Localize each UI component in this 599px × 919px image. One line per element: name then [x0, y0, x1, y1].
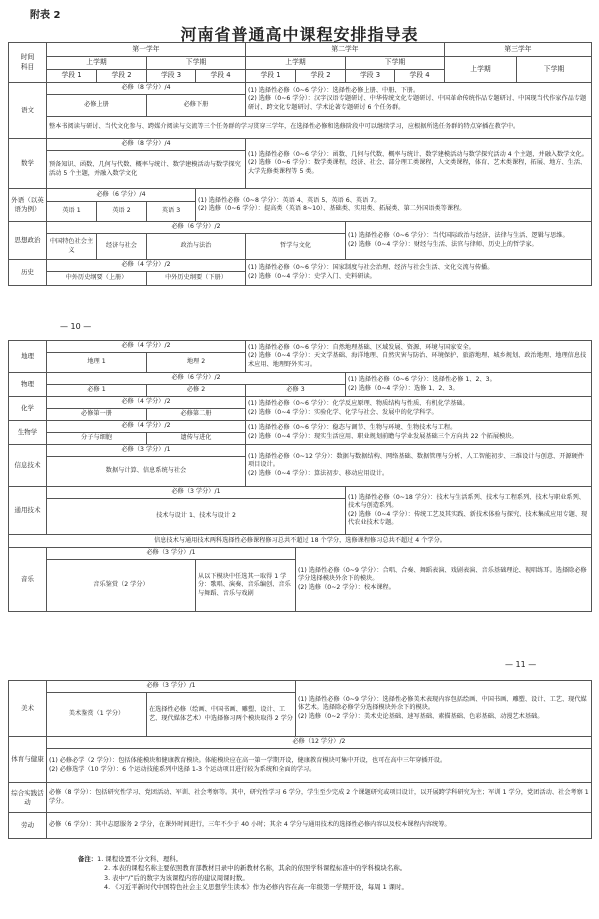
history-m1: 中外历史纲要（上册）: [47, 272, 147, 286]
art-m2: 在选择性必修（绘画、中国书画、雕塑、设计、工艺、现代媒体艺术）中选择修习两个模块取得 2 学分: [147, 693, 296, 737]
y2-up-header: 上学期: [246, 57, 346, 70]
politics-m1: 中国特色社会主义: [47, 234, 97, 260]
notes-label: 备注：: [78, 855, 98, 863]
note-item-3: 3. 表中“/”后的数字为该课程内容的建议周课时数。: [104, 873, 249, 882]
physics-required: 必修（6 学分）/2: [47, 373, 346, 385]
y3-down-header: 下学期: [517, 57, 592, 83]
subject-math: 数学: [9, 139, 47, 189]
time-subject-header: 时间 科目: [9, 43, 47, 83]
politics-elective: (1) 选择性必修（0~6 学分）：当代国际政治与经济、法律与生活、逻辑与思维。 (2) 选修（0~4 学分）：财经与生活、法官与律师、历史上的哲学家。: [346, 222, 592, 260]
english-elective: (1) 选择性必修（0~8 学分）：英语 4、英语 5、英语 6、英语 7。 (2) 选修（0~6 学分）：提高类（英语 8~10）、基础类、实用类、拓展类、第二外国语类等课程。: [196, 189, 592, 222]
english-required: 必修（6 学分）/4: [47, 189, 196, 202]
music-m2: 从以下模块中任选其一取得 1 学分：歌唱、演奏、音乐编创、音乐与舞蹈、音乐与戏剧: [196, 560, 296, 612]
chinese-note: 整本书阅读与研讨、当代文化参与、跨媒介阅读与交流等三个任务群的学习贯穿三学年，在选择性必修和选修阶段中可以继续学习，应根据所选任务群的特点穿插在教学中。: [47, 117, 592, 139]
art-required: 必修（3 学分）/1: [47, 681, 296, 693]
it-m1: 数据与计算、信息系统与社会: [47, 457, 246, 487]
year3-header: 第三学年: [445, 43, 592, 57]
seg4-header: 学段 4: [395, 70, 445, 83]
page-number-11: — 11 —: [505, 660, 537, 669]
biology-elective: (1) 选择性必修（0~6 学分）：稳态与调节、生物与环境、生物技术与工程。 (2) 选修（0~4 学分）：现实生活应用、职业规划前瞻与学业发展基础三个方向共 22 个拓展模块。: [246, 421, 592, 445]
y3-up-header: 上学期: [445, 57, 517, 83]
subject-chinese: 语文: [9, 83, 47, 139]
seg3-header: 学段 3: [147, 70, 196, 83]
politics-m3: 政治与法治: [147, 234, 246, 260]
y1-up-header: 上学期: [47, 57, 147, 70]
subject-it: 信息技术: [9, 445, 47, 487]
history-m2: 中外历史纲要（下册）: [147, 272, 246, 286]
course-table-part1: [8, 42, 592, 286]
biology-m2: 遗传与进化: [147, 433, 246, 445]
geography-m2: 地理 2: [147, 353, 246, 373]
general-tech-m1: 技术与设计 1、技术与设计 2: [47, 499, 346, 535]
chemistry-elective: (1) 选择性必修（0~6 学分）：化学反应原理、物质结构与性质、有机化学基础。 (2) 选修（0~4 学分）：实验化学、化学与社会、发展中的化学科学。: [246, 397, 592, 421]
math-desc: 预备知识、函数、几何与代数、概率与统计、数学建模活动与数学探究活动 5 个主题，并融入数学文化: [47, 151, 246, 189]
subject-general-tech: 通用技术: [9, 487, 47, 535]
art-m1: 美术鉴赏（1 学分）: [47, 693, 147, 737]
subject-foreign-language: 外语（以英语为例）: [9, 189, 47, 222]
note-item-1: 1. 课程设置不分文科、理科。: [97, 855, 182, 863]
physics-m3: 必修 3: [246, 385, 346, 397]
labor-desc: 必修（6 学分）：其中志愿服务 2 学分，在课外时间进行，三年不少于 40 小时；其余 4 学分与通用技术的选择性必修内容以及校本课程内容统筹。: [47, 813, 592, 839]
geography-m1: 地理 1: [47, 353, 147, 373]
course-table-part3: [8, 680, 592, 839]
general-tech-elective: (1) 选择性必修（0~18 学分）：技术与生活系列、技术与工程系列、技术与职业系列、技术与创造系列。 (2) 选修（0~4 学分）：传统工艺及其实践、新技术体验与探究、技术集成应用专题、现代农业技术专题。: [346, 487, 592, 535]
seg3-header: 学段 3: [346, 70, 395, 83]
subject-biology: 生物学: [9, 421, 47, 445]
chemistry-m2: 必修第二册: [147, 409, 246, 421]
seg1-header: 学段 1: [47, 70, 97, 83]
subject-politics: 思想政治: [9, 222, 47, 260]
music-elective: (1) 选择性必修（0~9 学分）：合唱、合奏、舞蹈表演、戏剧表演、音乐基础理论、视唱练耳。选择除必修学分选择模块外余下的模块。 (2) 选修（0~2 学分）：校本课程。: [296, 548, 592, 612]
politics-m2: 经济与社会: [97, 234, 147, 260]
subject-physics: 物理: [9, 373, 47, 397]
physics-m1: 必修 1: [47, 385, 147, 397]
general-tech-required: 必修（3 学分）/1: [47, 487, 346, 499]
subject-art: 美术: [9, 681, 47, 737]
math-elective: (1) 选择性必修（0~6 学分）：函数、几何与代数、概率与统计、数学建模活动与数学探究活动 4 个主题，并融入数学文化。 (2) 选修（0~6 学分）：数学类课程，经济、社会、部分理工类课程，人文类课程，体育、艺术类课程，拓展、地方、生活、大学先修类课程等 5 类。: [246, 139, 592, 189]
geography-elective: (1) 选择性必修（0~6 学分）：自然地理基础、区域发展、资源、环境与国家安全。 (2) 选修（0~4 学分）：天文学基础、海洋地理、自然灾害与防治、环境保护、旅游地理、城乡规划、政治地理、地理信息技术应用、地理野外实习。: [246, 341, 592, 373]
y1-down-header: 下学期: [147, 57, 246, 70]
it-required: 必修（3 学分）/1: [47, 445, 246, 457]
chinese-elective: (1) 选择性必修（0~6 学分）：选择性必修上册、中册、下册。 (2) 选修（0~6 学分）：汉字汉语专题研讨、中华传统文化专题研讨、中国革命传统作品专题研讨、中国现当代作家作品专题研讨、跨文化专题研讨、学术论著专题研讨 6 个任务群。: [246, 83, 592, 117]
geography-required: 必修（4 学分）/2: [47, 341, 246, 353]
subject-music: 音乐: [9, 548, 47, 612]
politics-required: 必修（6 学分）/2: [47, 222, 346, 234]
comprehensive-desc: 必修（8 学分）：包括研究性学习、党团活动、军训、社会考察等。其中，研究性学习 6 学分，学生至少完成 2 个课题研究或项目设计，以开展跨学科研究为主；军训 1 学分，党团活动、社会考察 1 学分。: [47, 783, 592, 813]
chinese-down: 必修下册: [147, 95, 246, 117]
english-2: 英语 2: [97, 202, 147, 222]
course-table-part2: [8, 340, 592, 612]
seg4-header: 学段 4: [196, 70, 246, 83]
politics-m4: 哲学与文化: [246, 234, 346, 260]
pe-required: 必修（12 学分）/2: [47, 737, 592, 749]
subject-geography: 地理: [9, 341, 47, 373]
subject-labor: 劳动: [9, 813, 47, 839]
subject-comprehensive: 综合实践活动: [9, 783, 47, 813]
y2-down-header: 下学期: [346, 57, 445, 70]
seg2-header: 学段 2: [296, 70, 346, 83]
year1-header: 第一学年: [47, 43, 246, 57]
history-elective: (1) 选择性必修（0~6 学分）：国家制度与社会治理、经济与社会生活、文化交流与传播。 (2) 选修（0~4 学分）：史学入门、史料研读。: [246, 260, 592, 286]
chinese-required: 必修（8 学分）/4: [47, 83, 246, 95]
music-m1: 音乐鉴赏（2 学分）: [47, 560, 196, 612]
chemistry-required: 必修（4 学分）/2: [47, 397, 246, 409]
note-item-4: 4. 《习近平新时代中国特色社会主义思想学生读本》作为必修内容在高一年级第一学期开设，每周 1 课时。: [104, 882, 408, 891]
tech-note: 信息技术与通用技术两科选择性必修课程修习总共不超过 18 个学分，选修课程修习总共不超过 4 个学分。: [9, 535, 592, 548]
physics-elective: (1) 选择性必修（0~6 学分）：选择性必修 1、2、3。 (2) 选修（0~4 学分）：选修 1、2、3。: [346, 373, 592, 397]
year2-header: 第二学年: [246, 43, 445, 57]
math-required: 必修（8 学分）/4: [47, 139, 246, 151]
physics-m2: 必修 2: [147, 385, 246, 397]
note-item-2: 2. 本表的课程名称主要依照教育部教材目录中的新教材名称，其余的依照学科课程标准中的学科模块名称。: [104, 864, 407, 873]
subject-pe: 体育与健康: [9, 737, 47, 783]
biology-m1: 分子与细胞: [47, 433, 147, 445]
page-title: 河南省普通高中课程安排指导表: [180, 25, 419, 44]
english-1: 英语 1: [47, 202, 97, 222]
art-elective: (1) 选择性必修（0~9 学分）：选择性必修美术表现内容包括绘画、中国书画、雕塑、设计、工艺、现代媒体艺术。选择除必修学分选择模块外余下的模块。 (2) 选修（0~2 学分）：美术史论基础、速写基础、素描基础、色彩基础、动漫艺术基础。: [296, 681, 592, 737]
it-elective: (1) 选择性必修（0~12 学分）：数据与数据结构、网络基础、数据管理与分析、人工智能初步、三维设计与创意、开源硬件项目设计。 (2) 选修（0~4 学分）：算法初步、移动应用设计。: [246, 445, 592, 487]
subject-history: 历史: [9, 260, 47, 286]
page-number-10: — 10 —: [60, 322, 92, 331]
seg2-header: 学段 2: [97, 70, 147, 83]
notes: [78, 855, 588, 892]
chinese-up: 必修上册: [47, 95, 147, 117]
english-3: 英语 3: [147, 202, 196, 222]
appendix-label: 附表 2: [30, 10, 61, 21]
pe-desc: (1) 必修必学（2 学分）：包括体能模块和健康教育模块。体能模块应在高一第一学期开设，健康教育模块可集中开设，也可在高中三年穿插开设。 (2) 必修选学（10 学分）：6 个运动技能系列中选择 1-3 个运动项目进行较为系统和全面的学习。: [47, 749, 592, 783]
seg1-header: 学段 1: [246, 70, 296, 83]
music-required: 必修（3 学分）/1: [47, 548, 296, 560]
biology-required: 必修（4 学分）/2: [47, 421, 246, 433]
history-required: 必修（4 学分）/2: [47, 260, 246, 272]
chemistry-m1: 必修第一册: [47, 409, 147, 421]
subject-chemistry: 化学: [9, 397, 47, 421]
